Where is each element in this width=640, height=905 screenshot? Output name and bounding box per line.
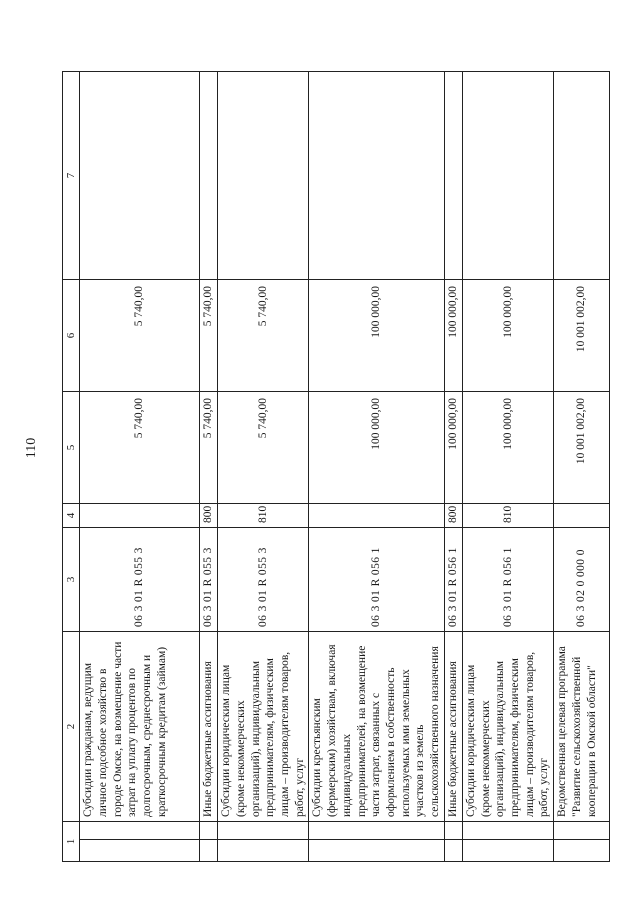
row-kind (80, 504, 200, 528)
col-1-cell (80, 840, 200, 862)
table-row (80, 72, 200, 862)
col-1-cell (444, 840, 462, 862)
row-value-5: 5 740,00 (218, 392, 309, 504)
col-7-cell (200, 72, 218, 280)
header-col-7: 7 (63, 72, 80, 280)
col-1-sep-cell (444, 822, 462, 840)
row-name: Иные бюджетные ассигнования (444, 632, 462, 822)
header-col-2: 2 (63, 632, 80, 822)
col-1-sep-cell (200, 822, 218, 840)
header-col-6: 6 (63, 280, 80, 392)
row-value-6: 100 000,00 (309, 280, 444, 392)
row-code: 06 3 01 R 055 3 (80, 528, 200, 632)
row-code: 06 3 01 R 056 1 (444, 528, 462, 632)
header-col-4: 4 (63, 504, 80, 528)
row-value-6: 5 740,00 (218, 280, 309, 392)
table-row (200, 72, 218, 862)
header-col-1: 1 (63, 822, 80, 862)
col-7-cell (554, 72, 610, 280)
row-value-6: 5 740,00 (200, 280, 218, 392)
col-1-sep-cell (554, 822, 610, 840)
row-value-5: 100 000,00 (444, 392, 462, 504)
col-1-cell (200, 840, 218, 862)
row-value-5: 5 740,00 (200, 392, 218, 504)
col-1-cell (309, 840, 444, 862)
col-7-cell (309, 72, 444, 280)
row-kind (554, 504, 610, 528)
row-code: 06 3 01 R 056 1 (462, 528, 553, 632)
col-1-cell (218, 840, 309, 862)
page-number: 110 (24, 437, 39, 459)
row-kind: 800 (444, 504, 462, 528)
header-col-3: 3 (63, 528, 80, 632)
row-code: 06 3 01 R 055 3 (200, 528, 218, 632)
row-name: Субсидии крестьянским (фермерским) хозяйствам, включая индивидуальных предпринимателей, на возмещение части затрат, связанных с оформлением в собственность используемых ими земельных участков из земель сельскохозяйственного назначения (309, 632, 444, 822)
col-7-cell (80, 72, 200, 280)
table-row (309, 72, 444, 862)
table-row (444, 72, 462, 862)
col-7-cell (218, 72, 309, 280)
col-7-cell (462, 72, 553, 280)
col-1-sep-cell (309, 822, 444, 840)
row-value-6: 100 000,00 (444, 280, 462, 392)
row-name: Субсидии гражданам, ведущим личное подсобное хозяйство в городе Омске, на возмещение части затрат на уплату процентов по долгосрочным, среднесрочным и краткосрочным кредитам (займам) (80, 632, 200, 822)
col-1-sep-cell (218, 822, 309, 840)
row-name: Иные бюджетные ассигнования (200, 632, 218, 822)
header-row (63, 72, 80, 862)
row-code: 06 3 02 0 000 0 (554, 528, 610, 632)
row-code: 06 3 01 R 056 1 (309, 528, 444, 632)
col-1-sep-cell (80, 822, 200, 840)
col-7-cell (444, 72, 462, 280)
table-row (554, 72, 610, 862)
col-1-cell (462, 840, 553, 862)
row-kind: 800 (200, 504, 218, 528)
header-col-5: 5 (63, 392, 80, 504)
row-code: 06 3 01 R 055 3 (218, 528, 309, 632)
row-value-5: 10 001 002,00 (554, 392, 610, 504)
budget-table (62, 71, 610, 862)
table-row (218, 72, 309, 862)
row-value-5: 100 000,00 (309, 392, 444, 504)
row-value-5: 5 740,00 (80, 392, 200, 504)
row-kind: 810 (218, 504, 309, 528)
row-value-6: 100 000,00 (462, 280, 553, 392)
row-name: Субсидии юридическим лицам (кроме некоммерческих организаций), индивидуальным предпринимателям, физическим лицам – производителям товаров, работ, услуг (218, 632, 309, 822)
row-value-6: 5 740,00 (80, 280, 200, 392)
row-name: Ведомственная целевая программа "Развитие сельскохозяйственной кооперации в Омской области" (554, 632, 610, 822)
rotated-table-wrapper (62, 72, 598, 862)
row-kind: 810 (462, 504, 553, 528)
col-1-sep-cell (462, 822, 553, 840)
row-name: Субсидии юридическим лицам (кроме некоммерческих организаций), индивидуальным предпринимателям, физическим лицам – производителям товаров, работ, услуг (462, 632, 553, 822)
table-row (462, 72, 553, 862)
row-value-6: 10 001 002,00 (554, 280, 610, 392)
row-kind (309, 504, 444, 528)
row-value-5: 100 000,00 (462, 392, 553, 504)
col-1-cell (554, 840, 610, 862)
